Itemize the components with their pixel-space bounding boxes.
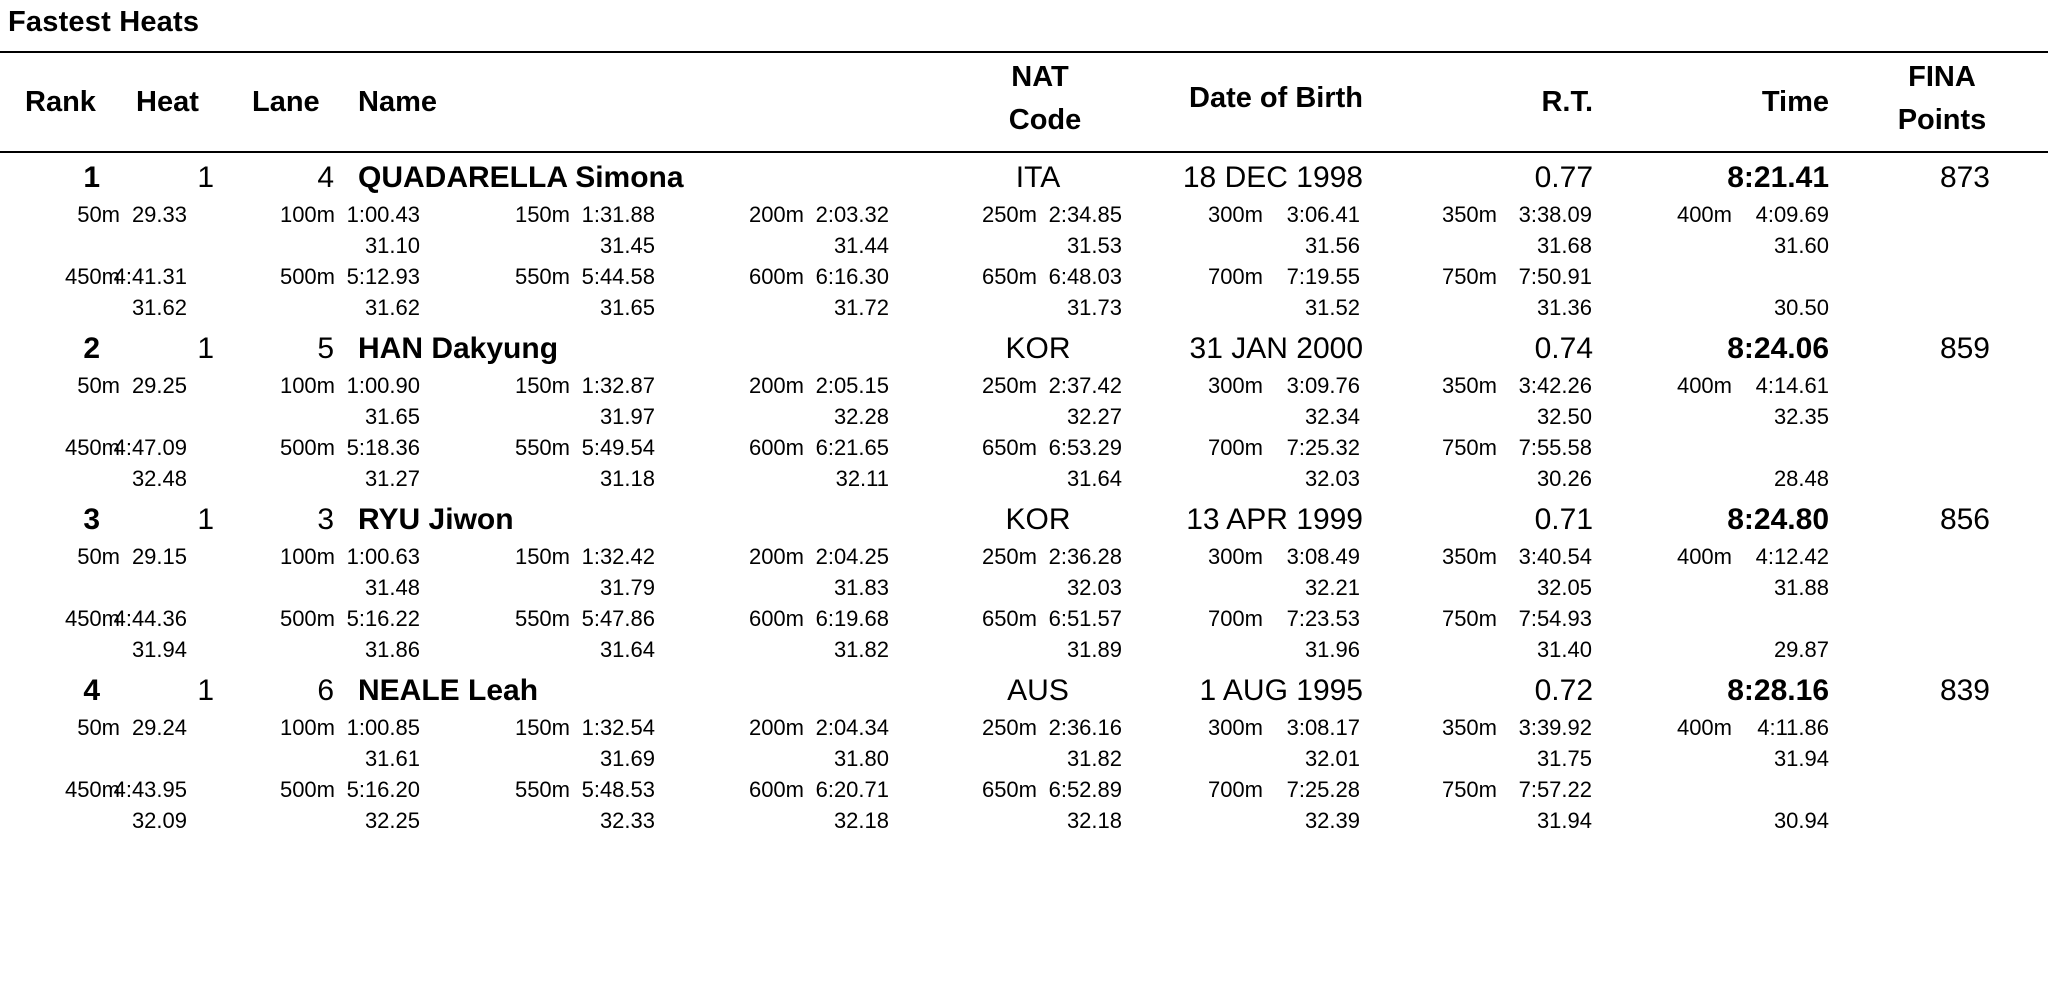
athlete-row <box>0 160 2048 331</box>
lap-time: 31.96 <box>1304 637 1360 662</box>
split-time: 3:08.49 <box>1286 544 1360 569</box>
split-time: 7:55.58 <box>1518 435 1592 460</box>
lap-time: 31.73 <box>1066 295 1122 320</box>
split-distance: 450m <box>64 264 120 289</box>
split-time: 1:32.87 <box>581 373 655 398</box>
header-time: Time <box>1761 86 1829 118</box>
split-time: 6:51.57 <box>1048 606 1122 631</box>
lap-time: 31.79 <box>599 575 655 600</box>
split-time: 5:12.93 <box>346 264 420 289</box>
split-time: 5:16.20 <box>346 777 420 802</box>
lane-value: 3 <box>317 503 334 536</box>
header-heat: Heat <box>136 86 199 118</box>
split-time: 7:54.93 <box>1518 606 1592 631</box>
split-distance: 50m <box>77 202 120 227</box>
rank-value: 1 <box>83 161 100 194</box>
lap-time: 32.18 <box>1066 808 1122 833</box>
lap-time: 31.65 <box>599 295 655 320</box>
split-time: 4:44.36 <box>113 606 187 631</box>
reaction-time: 0.71 <box>1534 503 1593 536</box>
rank-value: 3 <box>83 503 100 536</box>
fina-points: 873 <box>1939 161 1990 194</box>
split-time: 5:47.86 <box>581 606 655 631</box>
split-time: 3:09.76 <box>1286 373 1360 398</box>
split-time: 2:34.85 <box>1048 202 1122 227</box>
header-fina-line2: Points <box>1897 104 1987 136</box>
lap-time: 32.03 <box>1304 466 1360 491</box>
lap-time: 31.94 <box>131 637 187 662</box>
split-distance: 550m <box>514 777 570 802</box>
split-distance: 700m <box>1207 264 1263 289</box>
split-time: 1:00.85 <box>346 715 420 740</box>
header-fina-line1: FINA <box>1908 61 1976 93</box>
lap-time: 31.80 <box>833 746 889 771</box>
lap-time: 30.26 <box>1536 466 1592 491</box>
lap-time: 31.62 <box>364 295 420 320</box>
split-distance: 750m <box>1441 777 1497 802</box>
lap-time: 31.56 <box>1304 233 1360 258</box>
lap-time: 32.18 <box>833 808 889 833</box>
date-of-birth: 31 JAN 2000 <box>1189 332 1363 365</box>
split-time: 2:03.32 <box>815 202 889 227</box>
reaction-time: 0.77 <box>1534 161 1593 194</box>
split-distance: 300m <box>1207 544 1263 569</box>
split-distance: 100m <box>279 544 335 569</box>
split-time: 2:05.15 <box>815 373 889 398</box>
lap-time: 32.35 <box>1773 404 1829 429</box>
split-distance: 400m <box>1676 373 1732 398</box>
split-distance: 250m <box>981 544 1037 569</box>
split-time: 3:42.26 <box>1518 373 1592 398</box>
split-distance: 250m <box>981 715 1037 740</box>
lap-time: 31.83 <box>833 575 889 600</box>
split-distance: 750m <box>1441 435 1497 460</box>
final-time: 8:21.41 <box>1727 161 1829 194</box>
lap-time: 31.44 <box>833 233 889 258</box>
split-time: 5:16.22 <box>346 606 420 631</box>
split-time: 1:00.43 <box>346 202 420 227</box>
final-time: 8:24.80 <box>1727 503 1829 536</box>
lap-time: 31.86 <box>364 637 420 662</box>
split-time: 7:23.53 <box>1286 606 1360 631</box>
split-time: 4:12.42 <box>1755 544 1829 569</box>
split-distance: 700m <box>1207 777 1263 802</box>
split-distance: 600m <box>748 435 804 460</box>
fina-points: 839 <box>1939 674 1990 707</box>
split-distance: 500m <box>279 264 335 289</box>
split-distance: 700m <box>1207 606 1263 631</box>
lap-time: 31.53 <box>1066 233 1122 258</box>
split-distance: 350m <box>1441 373 1497 398</box>
lap-time: 28.48 <box>1773 466 1829 491</box>
lap-time: 31.64 <box>1066 466 1122 491</box>
split-distance: 200m <box>748 373 804 398</box>
split-distance: 450m <box>64 777 120 802</box>
split-time: 5:48.53 <box>581 777 655 802</box>
lap-time: 32.21 <box>1304 575 1360 600</box>
athlete-name: HAN Dakyung <box>358 332 559 365</box>
split-distance: 400m <box>1676 202 1732 227</box>
athlete-name: QUADARELLA Simona <box>358 161 684 194</box>
split-time: 6:52.89 <box>1048 777 1122 802</box>
split-time: 5:44.58 <box>581 264 655 289</box>
lap-time: 30.94 <box>1773 808 1829 833</box>
split-distance: 150m <box>514 544 570 569</box>
lap-time: 31.65 <box>364 404 420 429</box>
rank-value: 4 <box>83 674 100 707</box>
lap-time: 32.11 <box>835 466 889 491</box>
page-title: Fastest Heats <box>8 6 200 38</box>
athlete-row <box>0 673 2048 844</box>
split-distance: 600m <box>748 264 804 289</box>
split-time: 7:25.28 <box>1286 777 1360 802</box>
split-distance: 100m <box>279 373 335 398</box>
split-distance: 750m <box>1441 606 1497 631</box>
lane-value: 6 <box>317 674 334 707</box>
heat-value: 1 <box>197 161 214 194</box>
header-name: Name <box>358 86 437 118</box>
lap-time: 32.25 <box>364 808 420 833</box>
header-nat-line1: NAT <box>1011 61 1069 93</box>
split-distance: 550m <box>514 435 570 460</box>
lap-time: 31.82 <box>1066 746 1122 771</box>
split-distance: 600m <box>748 606 804 631</box>
lane-value: 5 <box>317 332 334 365</box>
final-time: 8:24.06 <box>1727 332 1829 365</box>
split-distance: 450m <box>64 606 120 631</box>
fina-points: 859 <box>1939 332 1990 365</box>
heat-value: 1 <box>197 674 214 707</box>
split-time: 3:40.54 <box>1518 544 1592 569</box>
split-time: 1:31.88 <box>581 202 655 227</box>
split-distance: 400m <box>1676 715 1732 740</box>
header-nat-line2: Code <box>1008 104 1082 136</box>
split-time: 6:20.71 <box>815 777 889 802</box>
reaction-time: 0.72 <box>1534 674 1593 707</box>
split-distance: 550m <box>514 606 570 631</box>
split-time: 2:37.42 <box>1048 373 1122 398</box>
split-time: 3:08.17 <box>1286 715 1360 740</box>
lap-time: 31.88 <box>1773 575 1829 600</box>
split-distance: 100m <box>279 715 335 740</box>
athlete-row <box>0 502 2048 673</box>
lap-time: 32.28 <box>833 404 889 429</box>
split-time: 6:19.68 <box>815 606 889 631</box>
split-time: 2:04.34 <box>815 715 889 740</box>
split-time: 7:57.22 <box>1518 777 1592 802</box>
lap-time: 32.09 <box>131 808 187 833</box>
split-time: 2:36.28 <box>1048 544 1122 569</box>
split-time: 6:16.30 <box>815 264 889 289</box>
lap-time: 30.50 <box>1773 295 1829 320</box>
split-distance: 550m <box>514 264 570 289</box>
split-time: 1:00.63 <box>346 544 420 569</box>
split-time: 4:41.31 <box>113 264 187 289</box>
lap-time: 32.39 <box>1304 808 1360 833</box>
lap-time: 31.18 <box>599 466 655 491</box>
split-distance: 650m <box>981 777 1037 802</box>
split-time: 5:49.54 <box>581 435 655 460</box>
lap-time: 32.48 <box>131 466 187 491</box>
split-time: 3:39.92 <box>1518 715 1592 740</box>
lap-time: 31.97 <box>599 404 655 429</box>
split-distance: 50m <box>77 715 120 740</box>
split-distance: 100m <box>279 202 335 227</box>
lap-time: 31.60 <box>1773 233 1829 258</box>
split-distance: 350m <box>1441 715 1497 740</box>
lap-time: 31.61 <box>364 746 420 771</box>
rank-value: 2 <box>83 332 100 365</box>
split-time: 29.25 <box>131 373 187 398</box>
split-time: 4:09.69 <box>1755 202 1829 227</box>
lap-time: 32.27 <box>1066 404 1122 429</box>
split-time: 4:11.86 <box>1757 715 1829 740</box>
split-distance: 300m <box>1207 715 1263 740</box>
lap-time: 31.64 <box>599 637 655 662</box>
split-distance: 500m <box>279 435 335 460</box>
split-distance: 200m <box>748 544 804 569</box>
split-distance: 400m <box>1676 544 1732 569</box>
nat-code: ITA <box>1015 161 1061 194</box>
reaction-time: 0.74 <box>1534 332 1593 365</box>
lap-time: 31.48 <box>364 575 420 600</box>
lane-value: 4 <box>317 161 334 194</box>
split-time: 4:43.95 <box>113 777 187 802</box>
split-time: 5:18.36 <box>346 435 420 460</box>
split-distance: 200m <box>748 202 804 227</box>
split-distance: 150m <box>514 373 570 398</box>
lap-time: 31.27 <box>364 466 420 491</box>
lap-time: 31.72 <box>833 295 889 320</box>
split-distance: 300m <box>1207 373 1263 398</box>
header-divider <box>0 151 2048 153</box>
split-distance: 150m <box>514 202 570 227</box>
split-time: 6:53.29 <box>1048 435 1122 460</box>
final-time: 8:28.16 <box>1727 674 1829 707</box>
split-time: 6:48.03 <box>1048 264 1122 289</box>
split-time: 1:32.54 <box>581 715 655 740</box>
lap-time: 31.52 <box>1304 295 1360 320</box>
split-distance: 350m <box>1441 544 1497 569</box>
lap-time: 31.94 <box>1536 808 1592 833</box>
lap-time: 32.33 <box>599 808 655 833</box>
split-distance: 500m <box>279 777 335 802</box>
nat-code: AUS <box>1007 674 1069 707</box>
split-distance: 50m <box>77 373 120 398</box>
split-distance: 300m <box>1207 202 1263 227</box>
split-distance: 250m <box>981 373 1037 398</box>
split-time: 29.33 <box>131 202 187 227</box>
split-distance: 450m <box>64 435 120 460</box>
split-time: 6:21.65 <box>815 435 889 460</box>
lap-time: 31.82 <box>833 637 889 662</box>
lap-time: 31.69 <box>599 746 655 771</box>
split-distance: 150m <box>514 715 570 740</box>
heat-value: 1 <box>197 332 214 365</box>
split-distance: 350m <box>1441 202 1497 227</box>
lap-time: 32.34 <box>1304 404 1360 429</box>
nat-code: KOR <box>1005 503 1071 536</box>
split-time: 3:38.09 <box>1518 202 1592 227</box>
split-distance: 600m <box>748 777 804 802</box>
lap-time: 31.89 <box>1066 637 1122 662</box>
lap-time: 31.75 <box>1536 746 1592 771</box>
lap-time: 29.87 <box>1773 637 1829 662</box>
split-time: 7:19.55 <box>1286 264 1360 289</box>
split-time: 7:25.32 <box>1286 435 1360 460</box>
lap-time: 32.01 <box>1304 746 1360 771</box>
lap-time: 31.40 <box>1536 637 1592 662</box>
split-time: 2:36.16 <box>1048 715 1122 740</box>
header-lane: Lane <box>252 86 320 118</box>
lap-time: 31.68 <box>1536 233 1592 258</box>
split-time: 3:06.41 <box>1286 202 1360 227</box>
split-time: 7:50.91 <box>1518 264 1592 289</box>
split-distance: 750m <box>1441 264 1497 289</box>
split-time: 1:32.42 <box>581 544 655 569</box>
top-divider <box>0 51 2048 53</box>
split-time: 29.24 <box>131 715 187 740</box>
date-of-birth: 1 AUG 1995 <box>1199 674 1363 707</box>
split-distance: 500m <box>279 606 335 631</box>
header-reaction-time: R.T. <box>1541 86 1593 118</box>
date-of-birth: 13 APR 1999 <box>1186 503 1363 536</box>
header-rank: Rank <box>25 86 96 118</box>
lap-time: 31.62 <box>131 295 187 320</box>
split-distance: 650m <box>981 606 1037 631</box>
athlete-name: NEALE Leah <box>358 674 539 707</box>
split-time: 4:47.09 <box>113 435 187 460</box>
lap-time: 31.10 <box>364 233 420 258</box>
split-distance: 650m <box>981 264 1037 289</box>
lap-time: 31.94 <box>1773 746 1829 771</box>
date-of-birth: 18 DEC 1998 <box>1182 161 1363 194</box>
split-time: 2:04.25 <box>815 544 889 569</box>
split-time: 1:00.90 <box>346 373 420 398</box>
lap-time: 31.36 <box>1536 295 1592 320</box>
lap-time: 32.05 <box>1536 575 1592 600</box>
fina-points: 856 <box>1939 503 1990 536</box>
split-time: 4:14.61 <box>1755 373 1829 398</box>
heat-value: 1 <box>197 503 214 536</box>
split-distance: 700m <box>1207 435 1263 460</box>
split-time: 29.15 <box>131 544 187 569</box>
split-distance: 200m <box>748 715 804 740</box>
lap-time: 31.45 <box>599 233 655 258</box>
nat-code: KOR <box>1005 332 1071 365</box>
split-distance: 250m <box>981 202 1037 227</box>
split-distance: 650m <box>981 435 1037 460</box>
athlete-row <box>0 331 2048 502</box>
lap-time: 32.03 <box>1066 575 1122 600</box>
header-date-of-birth: Date of Birth <box>1189 82 1363 114</box>
athlete-name: RYU Jiwon <box>358 503 514 536</box>
lap-time: 32.50 <box>1536 404 1592 429</box>
split-distance: 50m <box>77 544 120 569</box>
